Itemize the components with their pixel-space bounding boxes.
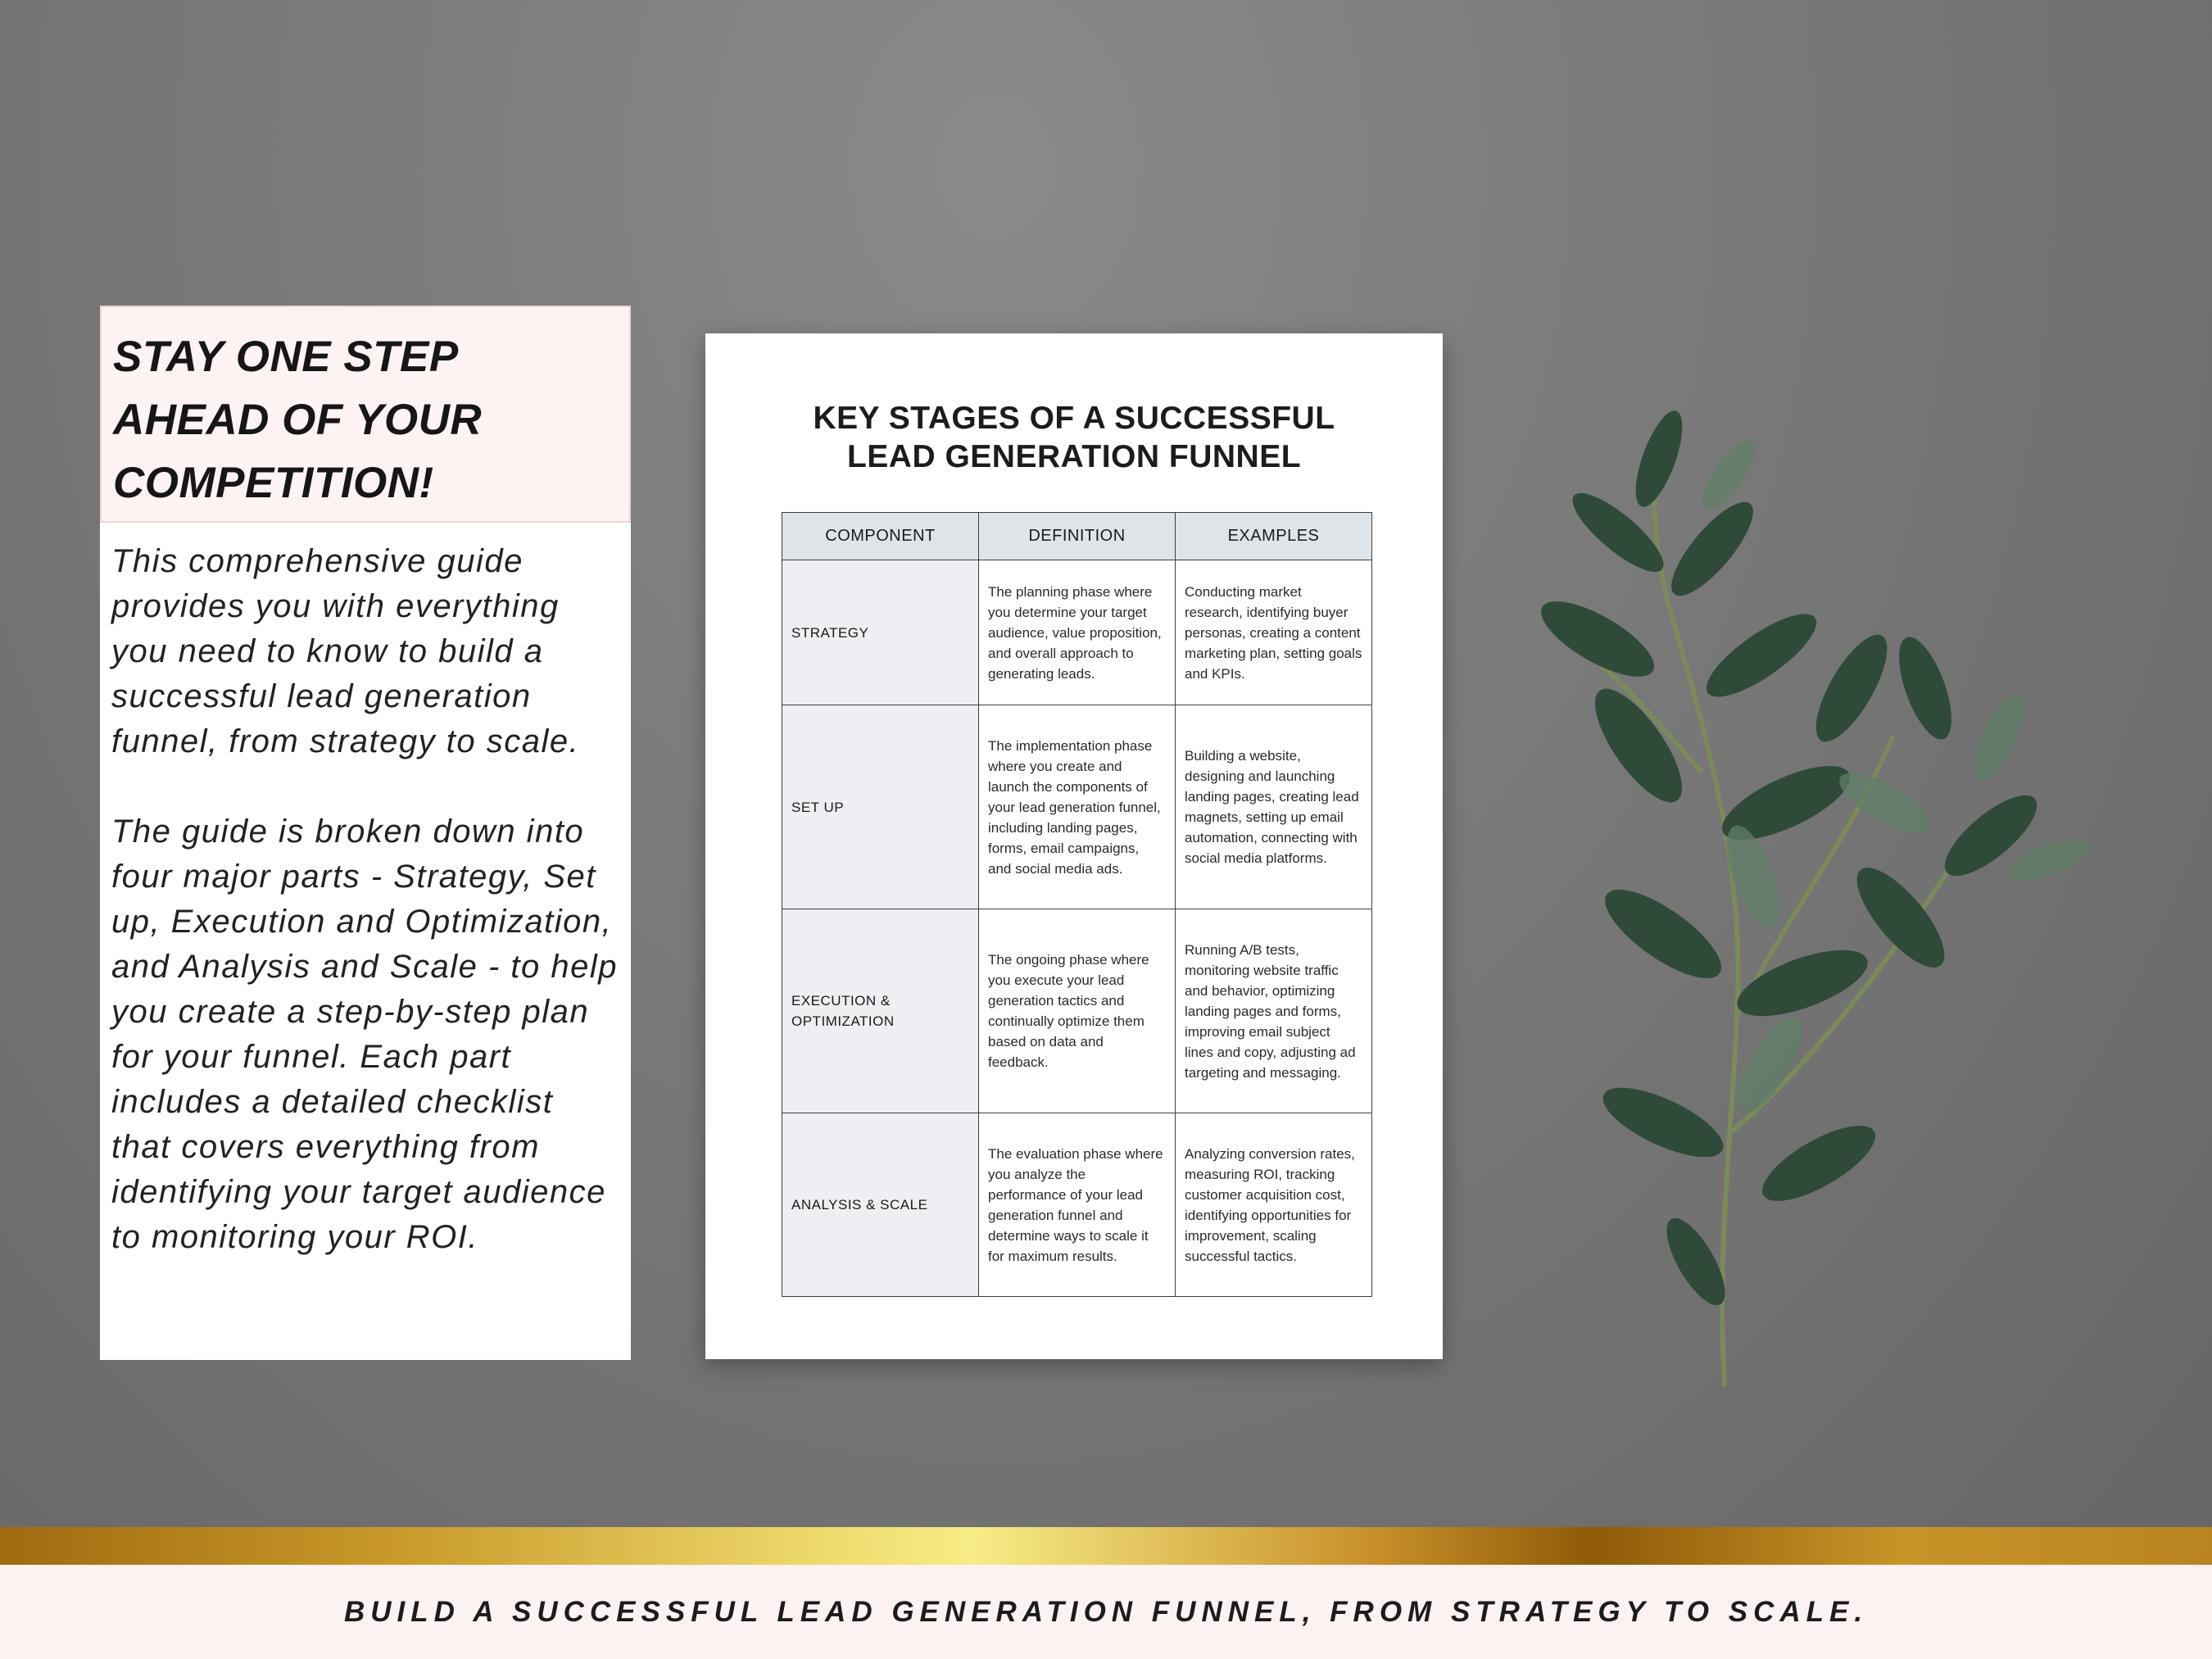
- promo-header: [100, 306, 631, 523]
- stages-table: [782, 512, 1372, 1297]
- component-cell: EXECUTION & OPTIMIZATION: [782, 909, 979, 1113]
- examples-cell: Conducting market research, identifying buyer personas, creating a content marketing plan, setting goals and KPIs.: [1176, 560, 1372, 705]
- definition-cell: The implementation phase where you create and launch the components of your lead generation funnel, including landing pages, forms, email campaigns, and social media ads.: [979, 705, 1176, 909]
- table-header-row: [782, 513, 1372, 560]
- document-page-mockup: [705, 333, 1443, 1359]
- definition-cell: The ongoing phase where you execute your lead generation tactics and continually optimize them based on data and feedback.: [979, 909, 1176, 1113]
- definition-cell: The planning phase where you determine your target audience, value proposition, and overall approach to generating leads.: [979, 560, 1176, 705]
- promo-body: [100, 523, 631, 1260]
- promo-paragraph-1: This comprehensive guide provides you with everything you need to know to build a successful lead generation funnel, from strategy to scale.: [111, 543, 580, 759]
- examples-cell: Building a website, designing and launching landing pages, creating lead magnets, setting up email automation, connecting with social media platforms.: [1176, 705, 1372, 909]
- column-header-examples: EXAMPLES: [1176, 513, 1372, 560]
- table-row: [782, 560, 1372, 705]
- definition-cell: The evaluation phase where you analyze the performance of your lead generation funnel and determine ways to scale it for maximum results.: [979, 1113, 1176, 1297]
- examples-cell: Analyzing conversion rates, measuring ROI, tracking customer acquisition cost, identifying opportunities for improvement, scaling successful tactics.: [1176, 1113, 1372, 1297]
- document-title-line-1: KEY STAGES OF A SUCCESSFUL: [813, 401, 1335, 436]
- table-row: [782, 1113, 1372, 1297]
- component-cell: ANALYSIS & SCALE: [782, 1113, 979, 1297]
- column-header-definition: DEFINITION: [979, 513, 1176, 560]
- promo-title: STAY ONE STEP AHEAD OF YOUR COMPETITION!: [113, 333, 483, 507]
- table-row: [782, 909, 1372, 1113]
- examples-cell: Running A/B tests, monitoring website traffic and behavior, optimizing landing pages and forms, improving email subject lines and copy, adjusting ad targeting and messaging.: [1176, 909, 1372, 1113]
- promo-paragraph-2: The guide is broken down into four major parts - Strategy, Set up, Execution and Optimization, and Analysis and Scale - to help you create a step-by-step plan for your funnel. Each part includes a detailed checklist that covers everything from identifying your target audience to monitoring your ROI.: [111, 814, 618, 1255]
- column-header-component: COMPONENT: [782, 513, 979, 560]
- footer-band: [0, 1565, 2212, 1659]
- eucalyptus-branch-image: [1540, 344, 2097, 1409]
- table-row: [782, 705, 1372, 909]
- component-cell: STRATEGY: [782, 560, 979, 705]
- footer-tagline: BUILD A SUCCESSFUL LEAD GENERATION FUNNEL, FROM STRATEGY TO SCALE.: [343, 1596, 1869, 1628]
- promo-card: [100, 306, 631, 1360]
- document-title-line-2: LEAD GENERATION FUNNEL: [846, 439, 1302, 474]
- component-cell: SET UP: [782, 705, 979, 909]
- gold-divider-strip: [0, 1527, 2212, 1565]
- document-title: [705, 399, 1443, 476]
